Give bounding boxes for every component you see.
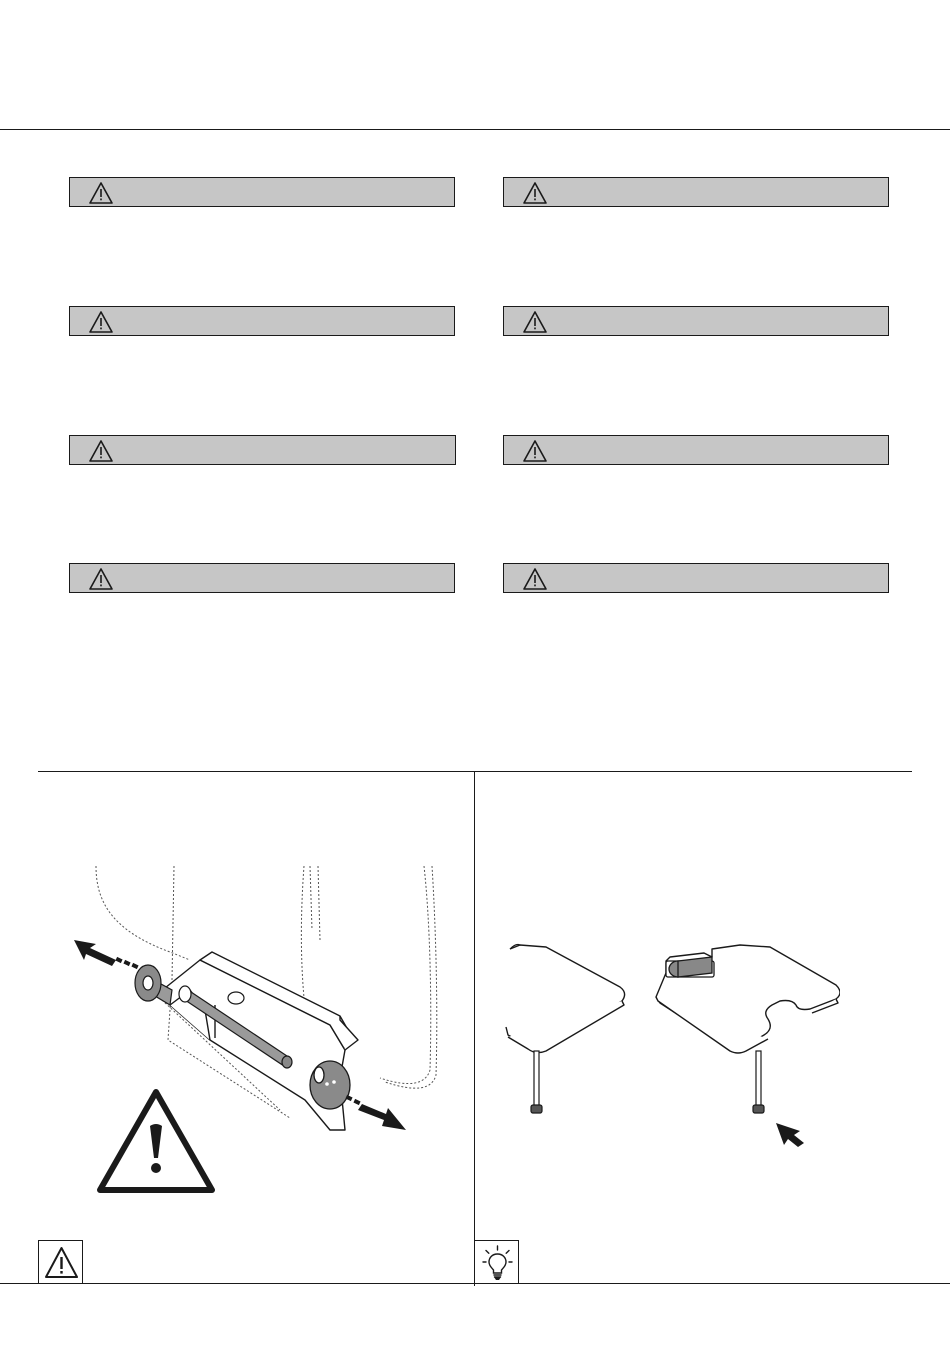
warning-triangle-icon — [88, 567, 114, 591]
section-top-rule — [38, 771, 912, 772]
warning-bar — [503, 177, 889, 207]
hinge-pin-removal-illustration — [40, 860, 460, 1200]
warning-triangle-icon — [522, 439, 548, 463]
warning-bar — [69, 306, 455, 336]
warning-triangle-icon — [88, 310, 114, 334]
warning-icon-box — [38, 1240, 83, 1284]
warning-triangle-icon — [88, 181, 114, 205]
section-divider — [474, 771, 475, 1286]
warning-bar — [503, 563, 889, 593]
warning-bar — [69, 177, 455, 207]
warning-triangle-icon — [522, 181, 548, 205]
lightbulb-icon — [475, 1241, 520, 1285]
warning-triangle-icon — [39, 1241, 84, 1285]
tip-icon-box — [474, 1240, 519, 1284]
warning-bar — [69, 435, 456, 465]
warning-triangle-icon — [522, 567, 548, 591]
warning-bar — [503, 435, 889, 465]
warning-bar — [503, 306, 889, 336]
seat-legs-illustration — [500, 935, 840, 1155]
warning-bar — [69, 563, 455, 593]
header-rule — [0, 129, 950, 130]
warning-triangle-icon — [522, 310, 548, 334]
warning-triangle-icon — [88, 439, 114, 463]
